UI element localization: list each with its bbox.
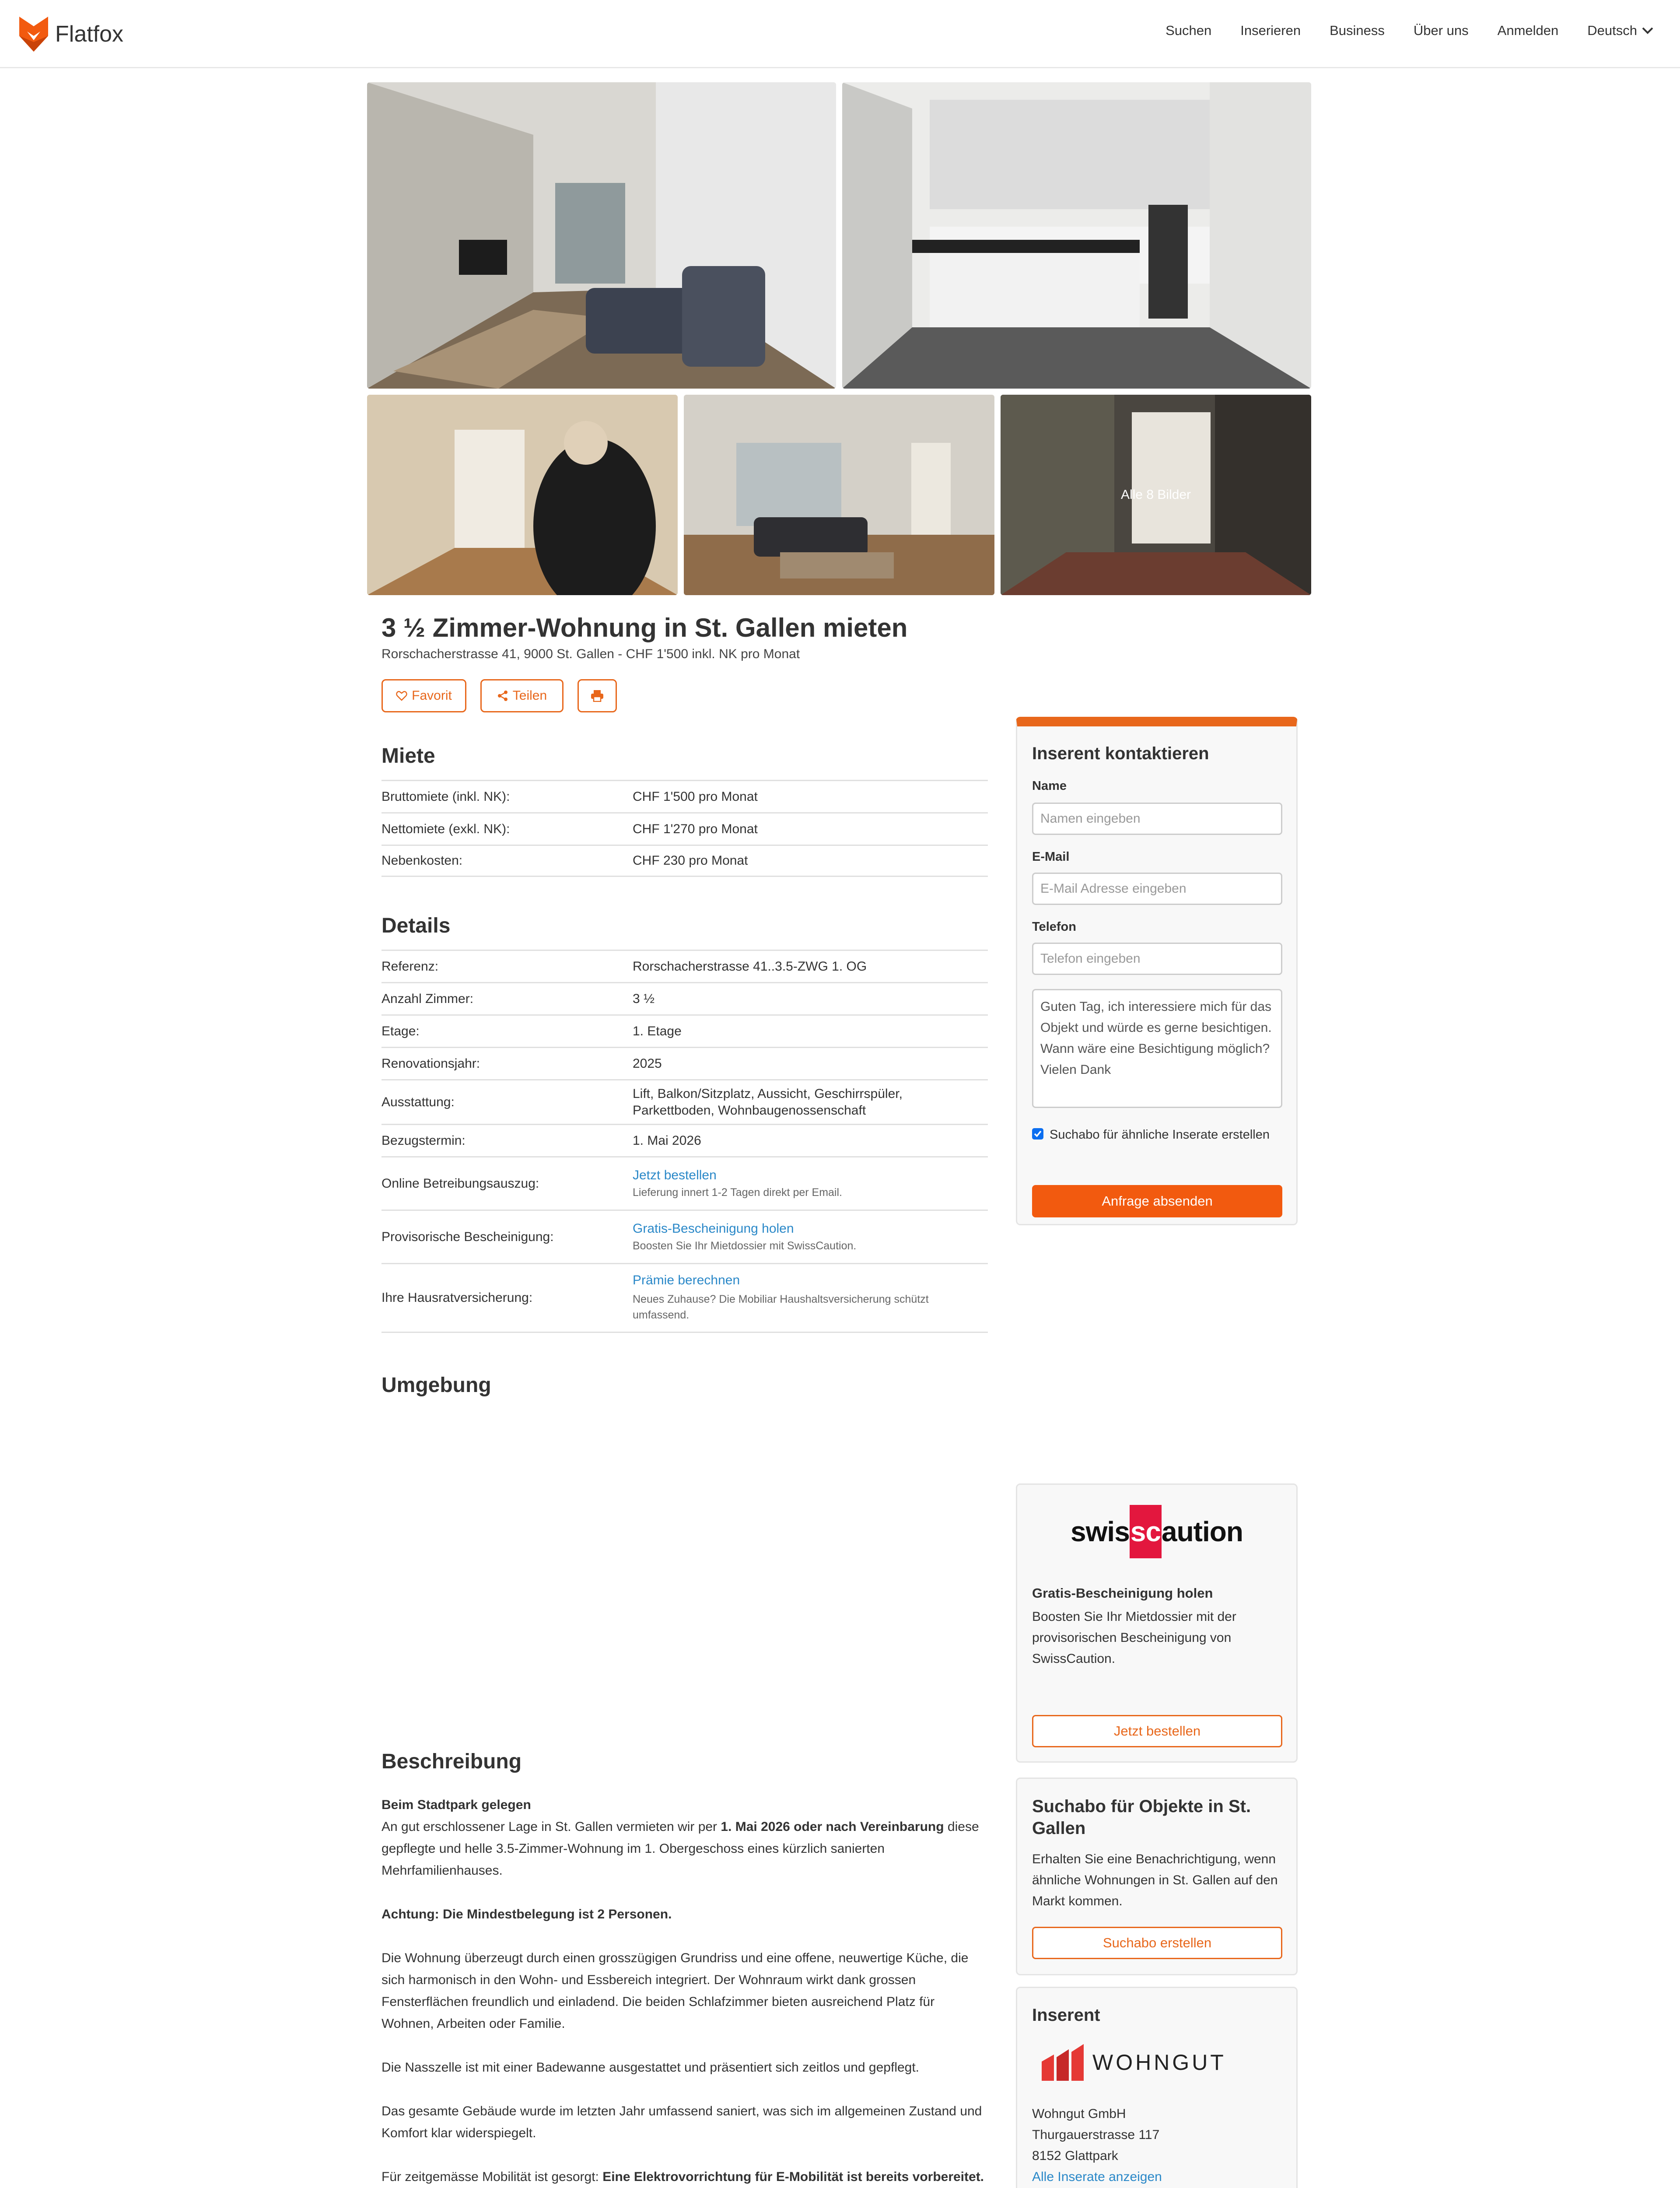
photo-living-room[interactable] <box>367 82 836 389</box>
row-note: Boosten Sie Ihr Mietdossier mit SwissCaution. <box>633 1240 857 1252</box>
flatfox-logo[interactable] <box>19 17 123 52</box>
email-placeholder: E-Mail Adresse eingeben <box>1040 881 1186 896</box>
wohngut-logo-text: WOHNGUT <box>1092 2050 1226 2075</box>
listing-actions <box>382 679 617 712</box>
create-subscription-button[interactable]: Suchabo erstellen <box>1032 1927 1282 1959</box>
search-subscription-panel <box>1016 1778 1298 1975</box>
nav-business[interactable]: Business <box>1330 23 1385 38</box>
nav-suchen[interactable]: Suchen <box>1166 23 1212 38</box>
rent-heading: Miete <box>382 744 435 768</box>
share-label: Teilen <box>512 688 547 703</box>
row-label: Provisorische Bescheinigung: <box>382 1229 554 1244</box>
swisscaution-panel <box>1016 1483 1298 1763</box>
phone-placeholder: Telefon eingeben <box>1040 951 1141 966</box>
row-label: Ihre Hausratversicherung: <box>382 1290 533 1305</box>
row-value: 3 ½ <box>633 991 655 1006</box>
row-value: Rorschacherstrasse 41..3.5-ZWG 1. OG <box>633 959 867 974</box>
brand-name: Flatfox <box>55 21 124 47</box>
text-span: Für zeitgemässe Mobilität ist gesorgt: <box>382 2170 603 2184</box>
details-table <box>382 950 988 1333</box>
phone-label: Telefon <box>1032 920 1076 934</box>
print-icon <box>591 690 604 702</box>
row-label: Nettomiete (exkl. NK): <box>382 821 510 836</box>
wohngut-logo-icon <box>1042 2044 1084 2081</box>
text-span: An gut erschlossener Lage in St. Gallen vermieten wir per <box>382 1820 721 1834</box>
favorite-label: Favorit <box>412 688 452 703</box>
row-label: Etage: <box>382 1024 420 1038</box>
subscription-text: Erhalten Sie eine Benachrichtigung, wenn ähnliche Wohnungen in St. Gallen auf den Markt kommen. <box>1032 1852 1278 1908</box>
contact-heading: Inserent kontaktieren <box>1032 744 1209 763</box>
email-input[interactable] <box>1032 873 1282 905</box>
description-subheading: Beim Stadtpark gelegen <box>382 1798 531 1812</box>
heart-icon <box>396 691 407 701</box>
swisscaution-text: Boosten Sie Ihr Mietdossier mit der provisorischen Bescheinigung von SwissCaution. <box>1032 1609 1236 1666</box>
description-body <box>382 1794 990 2188</box>
row-note: Lieferung innert 1-2 Tagen direkt per Email. <box>633 1186 842 1199</box>
row-note: Neues Zuhause? Die Mobiliar Haushaltsversicherung schützt umfassend. <box>633 1293 929 1321</box>
photo-gallery <box>367 82 1311 595</box>
listing-title: 3 ½ Zimmer-Wohnung in St. Gallen mieten <box>382 613 908 642</box>
description-paragraph: Die Wohnung überzeugt durch einen grosszügigen Grundriss und eine offene, neuwertige Küche, die sich harmonisch in den Wohn- und Essbereich integriert. Der Wohnraum wirkt dank grossen Fensterflächen freundlich und einladend. Die beiden Schlafzimmer bieten ausreichend Platz für Wohnen, Arbeiten oder Familie. <box>382 1951 969 2031</box>
contact-form-panel <box>1016 717 1298 1225</box>
advertiser-company: Wohngut GmbH <box>1032 2107 1126 2121</box>
table-row <box>382 780 988 812</box>
advertiser-panel <box>1016 1987 1298 2188</box>
name-placeholder: Namen eingeben <box>1040 811 1141 826</box>
favorite-button[interactable] <box>382 679 466 712</box>
table-row <box>382 845 988 877</box>
advertiser-heading: Inserent <box>1032 2006 1100 2025</box>
row-label: Ausstattung: <box>382 1094 455 1109</box>
checkbox[interactable] <box>1032 1128 1043 1140</box>
wohngut-logo <box>1042 2044 1226 2081</box>
text-span: Eine Elektrovorrichtung für E-Mobilität ist bereits vorbereitet. <box>602 2170 984 2184</box>
rent-table <box>382 780 988 877</box>
row-value: 1. Etage <box>633 1024 682 1038</box>
share-icon <box>497 690 508 701</box>
all-photos-label: Alle 8 Bilder <box>1120 487 1191 502</box>
all-photos-overlay[interactable] <box>1001 395 1311 595</box>
nav-inserieren[interactable]: Inserieren <box>1240 23 1301 38</box>
table-row <box>382 1124 988 1156</box>
logo-part: aution <box>1161 1516 1243 1547</box>
logo-part: sc <box>1130 1505 1162 1558</box>
description-paragraph <box>382 2166 990 2188</box>
photo-bedroom[interactable] <box>367 395 678 595</box>
name-input[interactable] <box>1032 803 1282 835</box>
chevron-down-icon <box>1642 26 1654 35</box>
language-dropdown[interactable] <box>1587 23 1654 39</box>
text-span: diese gepflegte und helle 3.5-Zimmer-Wohnung im 1. Obergeschoss eines kürzlich sanierten Mehrfamilienhauses. <box>382 1820 979 1878</box>
photo-kitchen[interactable] <box>842 82 1311 389</box>
nav-ueber-uns[interactable]: Über uns <box>1413 23 1469 38</box>
email-label: E-Mail <box>1032 850 1070 864</box>
free-certificate-link[interactable]: Gratis-Bescheinigung holen <box>633 1221 794 1236</box>
calculate-premium-link[interactable]: Prämie berechnen <box>633 1273 740 1287</box>
top-navbar <box>0 0 1680 68</box>
row-label: Renovationsjahr: <box>382 1056 480 1071</box>
text-span: 1. Mai 2026 oder nach Vereinbarung <box>721 1820 944 1834</box>
main-menu <box>1166 23 1654 39</box>
order-debt-extract-link[interactable]: Jetzt bestellen <box>633 1168 717 1182</box>
row-value: CHF 1'270 pro Monat <box>633 821 758 836</box>
description-heading: Beschreibung <box>382 1750 522 1773</box>
print-button[interactable] <box>578 679 617 712</box>
row-label: Referenz: <box>382 959 439 974</box>
listing-subtitle: Rorschacherstrasse 41, 9000 St. Gallen - CHF 1'500 inkl. NK pro Monat <box>382 647 800 661</box>
fox-icon <box>19 17 48 52</box>
table-row <box>382 1263 988 1333</box>
advertiser-street: Thurgauerstrasse 117 <box>1032 2128 1160 2142</box>
message-textarea[interactable]: Guten Tag, ich interessiere mich für das Objekt und würde es gerne besichtigen. Wann wäre eine Besichtigung möglich? Vielen Dank <box>1032 989 1282 1108</box>
table-row <box>382 812 988 845</box>
language-label: Deutsch <box>1587 23 1637 38</box>
details-heading: Details <box>382 914 451 937</box>
photo-living-room-2[interactable] <box>684 395 994 595</box>
row-value: CHF 1'500 pro Monat <box>633 789 758 804</box>
row-value: CHF 230 pro Monat <box>633 853 748 868</box>
table-row <box>382 982 988 1014</box>
subscription-heading: Suchabo für Objekte in St. Gallen <box>1032 1797 1251 1838</box>
row-label: Bruttomiete (inkl. NK): <box>382 789 510 804</box>
row-label: Bezugstermin: <box>382 1133 466 1148</box>
logo-part: swis <box>1071 1516 1130 1547</box>
description-paragraph: Die Nasszelle ist mit einer Badewanne ausgestattet und präsentiert sich zeitlos und gepflegt. <box>382 2060 920 2075</box>
swisscaution-heading: Gratis-Bescheinigung holen <box>1032 1585 1213 1601</box>
description-paragraph: Achtung: Die Mindestbelegung ist 2 Personen. <box>382 1907 672 1922</box>
row-value: Lift, Balkon/Sitzplatz, Aussicht, Geschirrspüler, Parkettboden, Wohnbaugenossenschaft <box>633 1086 903 1118</box>
row-value: 2025 <box>633 1056 662 1071</box>
surroundings-map-area[interactable] <box>382 1409 988 1733</box>
nav-anmelden[interactable]: Anmelden <box>1497 23 1559 38</box>
swisscaution-order-button[interactable]: Jetzt bestellen <box>1032 1715 1282 1747</box>
name-label: Name <box>1032 779 1067 793</box>
photo-hallway[interactable] <box>1001 395 1311 595</box>
table-row <box>382 1047 988 1079</box>
checkbox-label: Suchabo für ähnliche Inserate erstellen <box>1050 1128 1270 1142</box>
all-listings-link[interactable]: Alle Inserate anzeigen <box>1032 2170 1162 2184</box>
check-icon <box>1033 1129 1042 1138</box>
table-row <box>382 1014 988 1047</box>
description-paragraph <box>382 1816 990 1882</box>
phone-input[interactable] <box>1032 943 1282 975</box>
row-label: Nebenkosten: <box>382 853 463 868</box>
subscription-checkbox-row[interactable] <box>1032 1125 1282 1145</box>
row-label: Anzahl Zimmer: <box>382 991 474 1006</box>
submit-inquiry-button[interactable]: Anfrage absenden <box>1032 1185 1282 1217</box>
swisscaution-logo <box>1017 1505 1296 1558</box>
table-row <box>382 1079 988 1124</box>
table-row <box>382 1210 988 1263</box>
row-value: 1. Mai 2026 <box>633 1133 701 1148</box>
table-row <box>382 950 988 982</box>
surroundings-heading: Umgebung <box>382 1374 491 1397</box>
share-button[interactable] <box>480 679 564 712</box>
row-label: Online Betreibungsauszug: <box>382 1176 539 1191</box>
description-paragraph: Das gesamte Gebäude wurde im letzten Jahr umfassend saniert, was sich im allgemeinen Zustand und Komfort klar widerspiegelt. <box>382 2104 982 2140</box>
advertiser-city: 8152 Glattpark <box>1032 2149 1118 2163</box>
table-row <box>382 1156 988 1210</box>
